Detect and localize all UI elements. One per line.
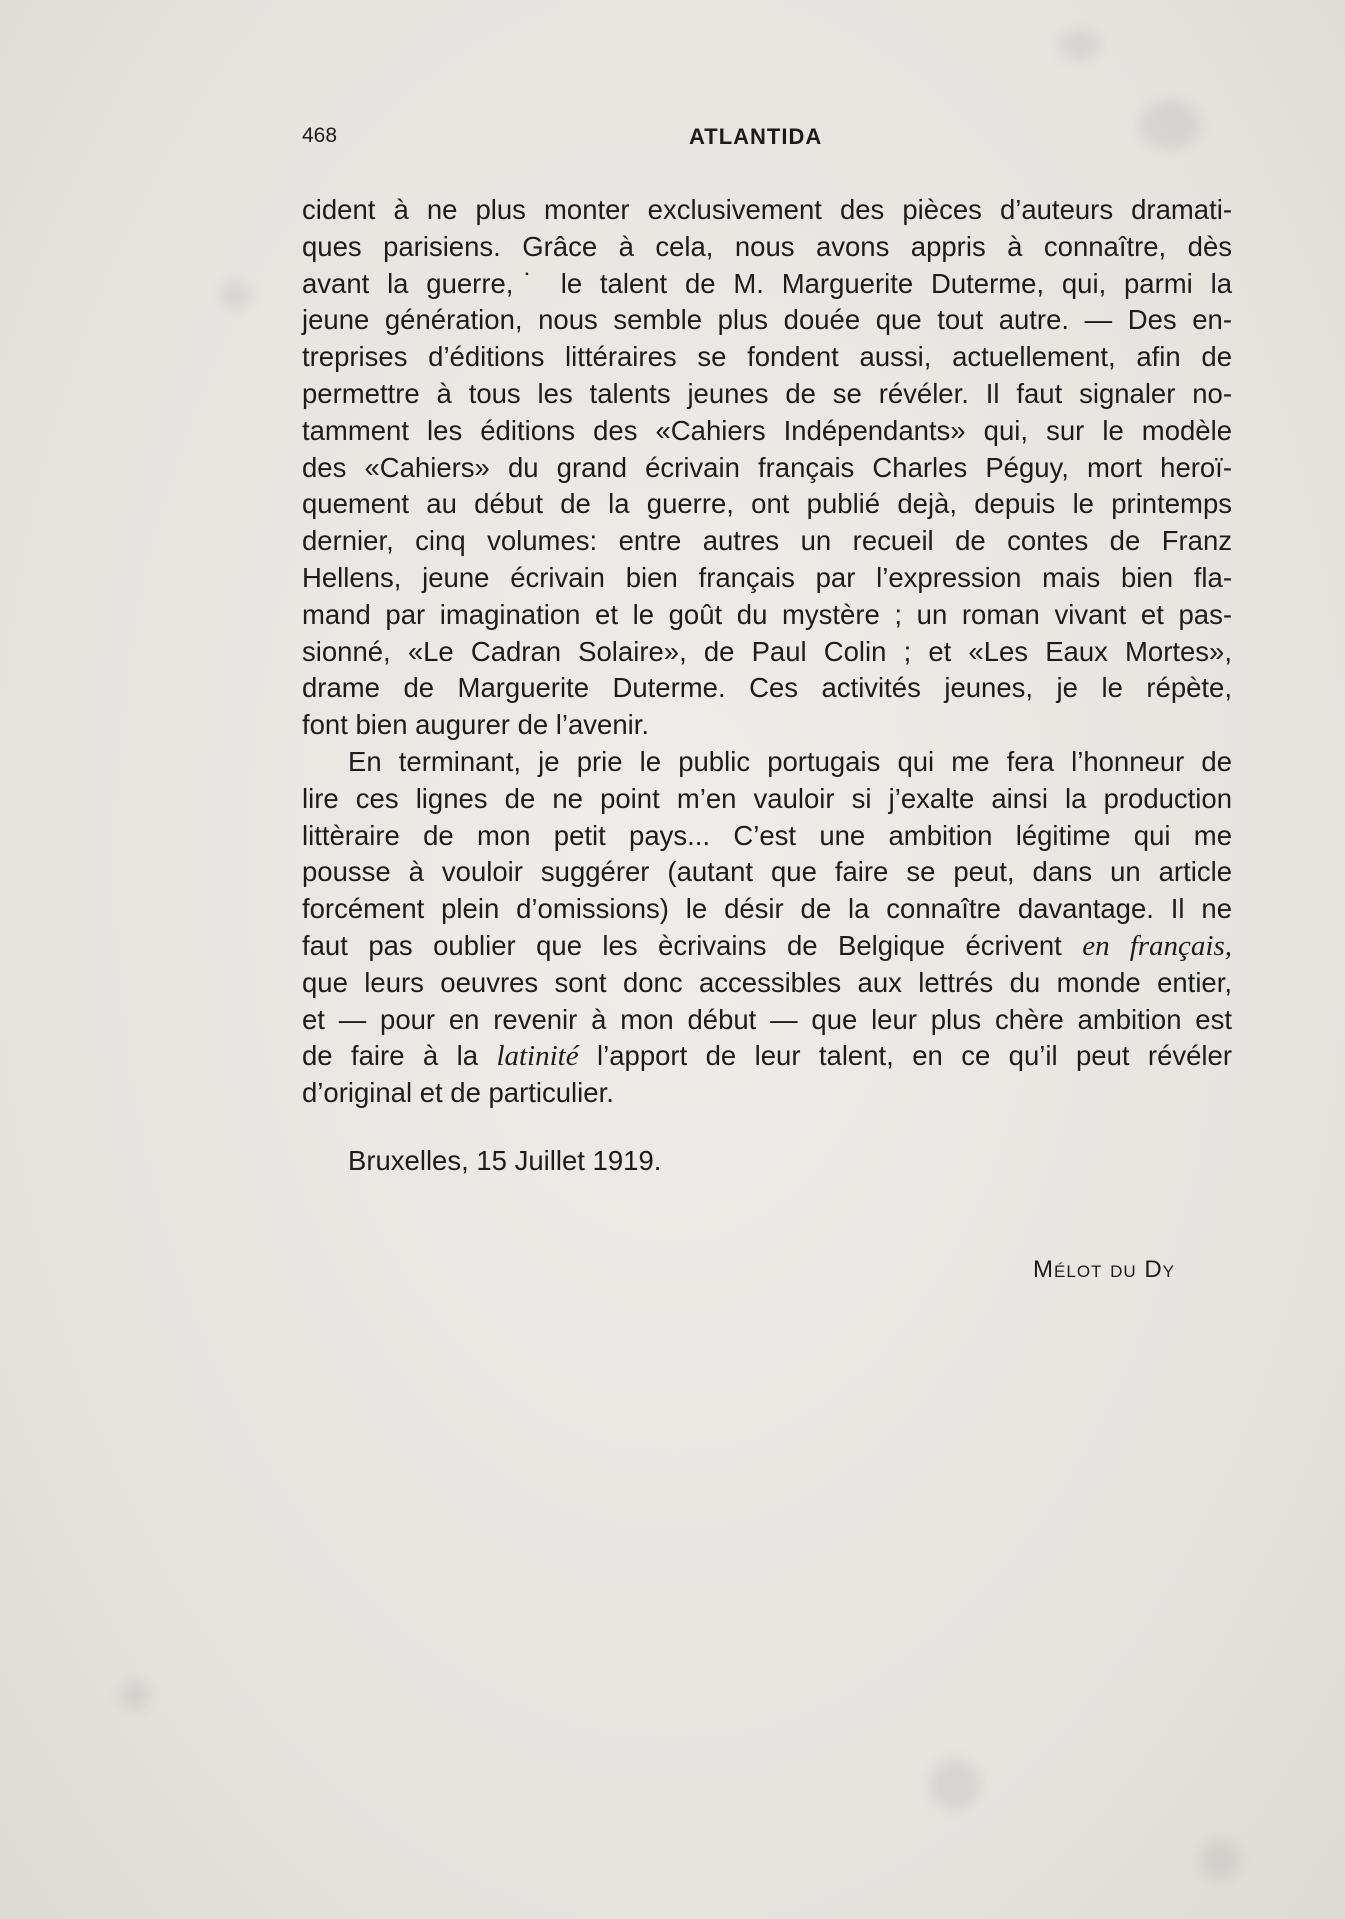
text-line: dernier, cinq volumes: entre autres un recueil de contes de Franz — [302, 525, 1232, 557]
page-number: 468 — [302, 124, 338, 147]
foxing-spot — [1060, 30, 1100, 60]
text-line: d’original et de particulier. — [302, 1077, 614, 1109]
foxing-spot — [120, 1680, 150, 1710]
foxing-spot — [220, 280, 250, 310]
text-line: tamment les éditions des «Cahiers Indépendants» qui, sur le modèle — [302, 414, 1232, 446]
text-line: cident à ne plus monter exclusivement des pièces d’auteurs dramati- — [302, 194, 1232, 225]
text-line: pousse à vouloir suggérer (autant que faire se peut, dans un article — [302, 856, 1232, 888]
text-segment: de faire à la — [302, 1040, 497, 1072]
text-segment: l’apport de leur talent, en ce qu’il peut révéler — [578, 1040, 1232, 1072]
text-line: avant la guerre,˙ le talent de M. Marguerite Duterme, qui, parmi la — [302, 267, 1232, 299]
running-title: ATLANTIDA — [689, 124, 823, 149]
text-line: permettre à tous les talents jeunes de se révéler. Il faut signaler no- — [302, 377, 1232, 409]
text-line: drame de Marguerite Duterme. Ces activités jeunes, je le répète, — [302, 672, 1232, 704]
text-line: ques parisiens. Grâce à cela, nous avons appris à connaître, dès — [302, 230, 1232, 262]
text-line: quement au début de la guerre, ont publié dejà, depuis le printemps — [302, 488, 1232, 520]
text-line: font bien augurer de l’avenir. — [302, 709, 650, 741]
text-line-with-italic — [302, 928, 1232, 965]
text-line-with-italic — [302, 1038, 1232, 1075]
text-line: jeune génération, nous semble plus douée que tout autre. — Des en- — [302, 304, 1232, 336]
text-line: mand par imagination et le goût du mystère ; un roman vivant et pas- — [302, 598, 1232, 630]
text-line: forcément plein d’omissions) le désir de la connaître davantage. Il ne — [302, 893, 1232, 925]
text-line: sionné, «Le Cadran Solaire», de Paul Colin ; et «Les Eaux Mortes», — [302, 635, 1232, 667]
body-text — [302, 192, 1232, 1112]
dateline: Bruxelles, 15 Juillet 1919. — [348, 1145, 662, 1176]
text-line: et — pour en revenir à mon début — que leur plus chère ambition est — [302, 1003, 1232, 1035]
foxing-spot — [1200, 1840, 1240, 1880]
foxing-spot — [930, 1760, 980, 1810]
page-header — [302, 124, 1232, 164]
text-segment: faut pas oublier que les ècrivains de Belgique écrivent — [302, 929, 1083, 961]
text-line: treprises d’éditions littéraires se fondent aussi, actuellement, afin de — [302, 341, 1232, 373]
text-line: En terminant, je prie le public portugais qui me fera l’honneur de — [348, 745, 1232, 777]
text-line: que leurs oeuvres sont donc accessibles aux lettrés du monde entier, — [302, 966, 1232, 998]
author-signature: Mélot du Dy — [1033, 1256, 1175, 1283]
text-line: Hellens, jeune écrivain bien français par l’expression mais bien fla- — [302, 561, 1232, 593]
text-line: des «Cahiers» du grand écrivain français Charles Péguy, mort heroï- — [302, 451, 1232, 483]
italic-phrase: en français, — [1082, 929, 1233, 962]
text-line: lire ces lignes de ne point m’en vauloir si j’exalte ainsi la production — [302, 782, 1232, 814]
italic-word: latinité — [496, 1040, 579, 1073]
text-line: littèraire de mon petit pays... C’est une ambition légitime qui me — [302, 819, 1232, 851]
